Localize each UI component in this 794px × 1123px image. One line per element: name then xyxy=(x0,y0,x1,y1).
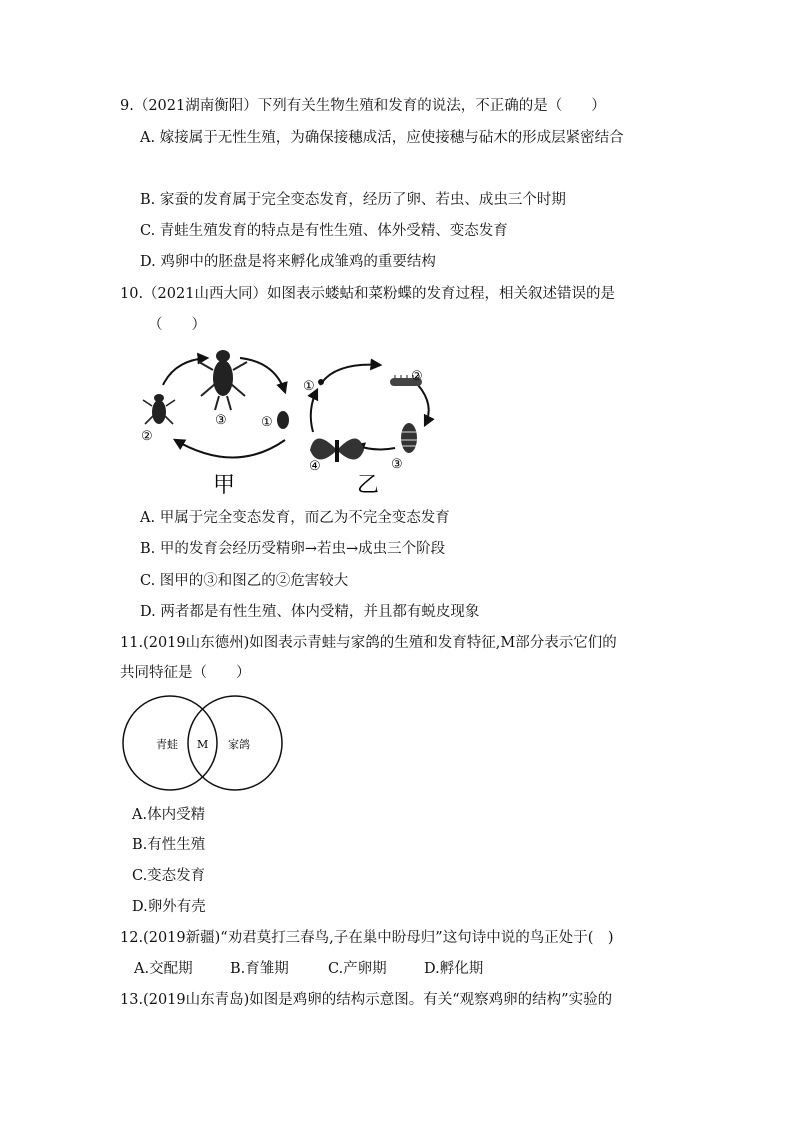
venn-diagram xyxy=(118,694,288,794)
q12-option-b: B.育雏期 xyxy=(230,961,289,977)
q9-option-b: B. 家蚕的发育属于完全变态发育，经历了卵、若虫、成虫三个时期 xyxy=(140,192,566,208)
yi-caption: 乙 xyxy=(357,473,380,498)
jia-arrow-3 xyxy=(175,440,285,458)
venn-label-m: M xyxy=(197,738,209,751)
q11-option-d: D.卵外有壳 xyxy=(132,899,206,915)
q12-option-a: A.交配期 xyxy=(134,961,193,977)
venn-label-frog: 青蛙 xyxy=(156,738,178,751)
q10-stem: 10.（2021山西大同）如图表示蝼蛄和菜粉蝶的发育过程，相关叙述错误的是 xyxy=(120,286,615,302)
q9-option-a: A. 嫁接属于无性生殖，为确保接穗成活，应使接穗与砧木的形成层紧密结合 xyxy=(140,130,624,146)
q11-option-c: C.变态发育 xyxy=(132,868,206,884)
q12-option-d: D.孵化期 xyxy=(424,961,484,977)
q10-option-c: C. 图甲的③和图乙的②危害较大 xyxy=(140,573,349,589)
q12-stem: 12.(2019新疆)“劝君莫打三春鸟,子在巢中盼母归”这句诗中说的鸟正处于( ) xyxy=(120,930,614,946)
pupa-icon xyxy=(401,423,417,453)
q11-stem-cont: 共同特征是（ ） xyxy=(120,665,251,681)
q11-option-a: A.体内受精 xyxy=(132,807,206,823)
butterfly-egg-icon xyxy=(318,379,324,385)
q10-answer-bracket: （ ） xyxy=(148,317,206,333)
q12-option-c: C.产卵期 xyxy=(328,961,387,977)
jia-label-3: ③ xyxy=(215,413,227,428)
yi-label-3: ③ xyxy=(391,457,403,472)
q10-option-b: B. 甲的发育会经历受精卵→若虫→成虫三个阶段 xyxy=(140,541,446,557)
mole-cricket-egg-icon xyxy=(277,411,289,429)
q9-stem: 9.（2021湖南衡阳）下列有关生物生殖和发育的说法，不正确的是（ ） xyxy=(120,98,606,114)
q9-option-d: D. 鸡卵中的胚盘是将来孵化成雏鸡的重要结构 xyxy=(140,254,436,270)
yi-arrow-1 xyxy=(320,365,380,385)
yi-label-4: ④ xyxy=(309,459,321,474)
q10-option-d: D. 两者都是有性生殖、体内受精，并且都有蜕皮现象 xyxy=(140,604,480,620)
yi-arrow-2 xyxy=(418,385,429,425)
life-cycle-figure xyxy=(135,340,465,500)
yi-arrow-4 xyxy=(311,390,317,432)
q13-stem: 13.(2019山东青岛)如图是鸡卵的结构示意图。有关“观察鸡卵的结构”实验的 xyxy=(120,992,613,1008)
q10-option-a: A. 甲属于完全变态发育，而乙为不完全变态发育 xyxy=(140,510,450,526)
jia-label-2: ② xyxy=(141,429,153,444)
q11-option-b: B.有性生殖 xyxy=(132,837,206,853)
q9-option-c: C. 青蛙生殖发育的特点是有性生殖、体外受精、变态发育 xyxy=(140,223,508,239)
yi-label-1: ① xyxy=(303,379,315,394)
yi-label-2: ② xyxy=(411,369,423,384)
jia-label-1: ① xyxy=(261,415,273,430)
q11-stem: 11.(2019山东德州)如图表示青蛙与家鸽的生殖和发育特征,M部分表示它们的 xyxy=(120,635,617,651)
mole-cricket-nymph-icon xyxy=(143,394,175,424)
jia-caption: 甲 xyxy=(213,473,236,498)
venn-label-pigeon: 家鸽 xyxy=(228,738,250,751)
